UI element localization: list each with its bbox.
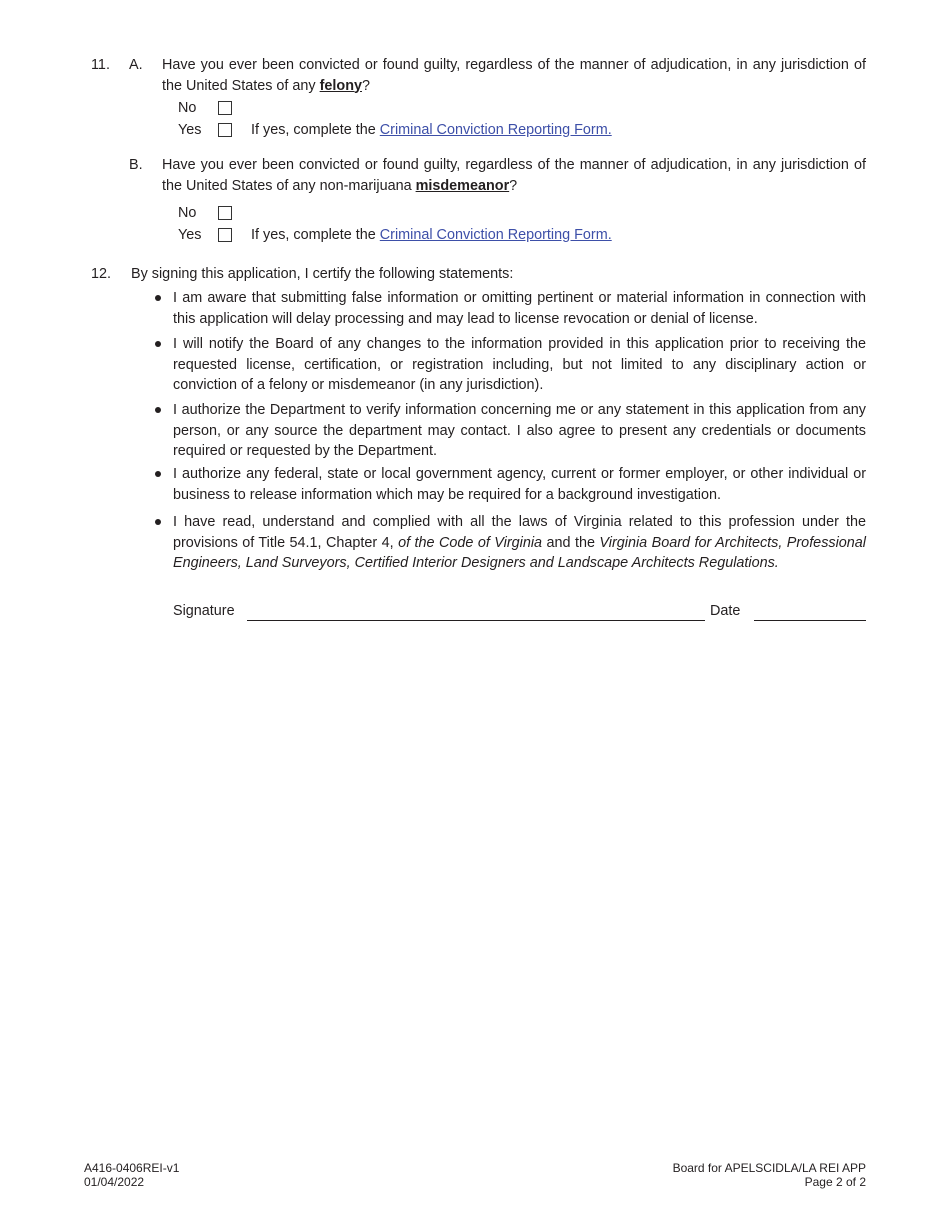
bullet-icon — [155, 471, 161, 477]
certification-item: I am aware that submitting false information or omitting pertinent or material information in connection with this application will delay processing and may lead to license revocation or denial of license. — [173, 288, 866, 329]
criminal-conviction-form-link-b[interactable]: Criminal Conviction Reporting Form. — [379, 227, 612, 243]
yes-label: Yes — [178, 122, 202, 138]
question-11b-no-checkbox[interactable] — [218, 206, 232, 220]
question-11b-if-yes: If yes, complete the Criminal Conviction Reporting Form. — [251, 227, 612, 243]
question-11a-if-yes: If yes, complete the Criminal Conviction Reporting Form. — [251, 122, 612, 138]
signature-line[interactable] — [247, 620, 705, 621]
certification-item: I authorize any federal, state or local government agency, current or former employer, or other individual or business to release information which may be required for a background investigation. — [173, 464, 866, 505]
question-11b-yes-option — [178, 225, 216, 245]
question-12-intro: By signing this application, I certify the following statements: — [131, 266, 514, 282]
bullet-icon — [155, 519, 161, 525]
form-date: 01/04/2022 — [84, 1175, 145, 1189]
date-line[interactable] — [754, 620, 866, 621]
question-11-number: 11. — [91, 57, 110, 73]
question-12-number: 12. — [91, 266, 112, 282]
page-number: Page 2 of 2 — [804, 1175, 866, 1189]
criminal-conviction-form-link-a[interactable]: Criminal Conviction Reporting Form. — [379, 122, 612, 138]
certification-item: I will notify the Board of any changes to the information provided in this application prior to receiving the requested license, certification, or registration including, but not limited to any disciplinary action or conviction of a felony or misdemeanor (in any jurisdiction). — [173, 334, 866, 396]
no-label: No — [178, 100, 197, 116]
misdemeanor-emphasis: misdemeanor — [415, 177, 510, 194]
question-11a-letter: A. — [129, 57, 143, 73]
question-11a-no-checkbox[interactable] — [218, 101, 232, 115]
bullet-icon — [155, 407, 161, 413]
date-label: Date — [710, 603, 741, 619]
certification-item: I authorize the Department to verify information concerning me or any statement in this application from any person, or any source the department may contact. I also agree to present any credentials or documents required or requested by the Department. — [173, 400, 866, 462]
question-11a-yes-option — [178, 120, 216, 140]
question-11a-no-option — [178, 98, 216, 118]
bullet-icon — [155, 295, 161, 301]
question-11b-yes-checkbox[interactable] — [218, 228, 232, 242]
question-11b-letter: B. — [129, 157, 143, 173]
form-code: A416-0406REI-v1 — [84, 1161, 180, 1175]
felony-emphasis: felony — [319, 77, 362, 94]
question-11a-yes-checkbox[interactable] — [218, 123, 232, 137]
question-11b-text: Have you ever been convicted or found guilty, regardless of the manner of adjudication, in any jurisdiction of the United States of any non-marijuana misdemeanor? — [162, 157, 866, 194]
footer-right — [673, 1161, 866, 1189]
certification-item: I have read, understand and complied with all the laws of Virginia related to this profession under the provisions of Title 54.1, Chapter 4, of the Code of Virginia and the Virginia Board for Architects, Professional Engineers, Land Surveyors, Certified Interior Designers and Landscape Architects Regulations. — [173, 512, 866, 574]
footer-left — [84, 1161, 179, 1189]
board-name: Board for APELSCIDLA/LA REI APP — [672, 1161, 866, 1175]
question-11a-text: Have you ever been convicted or found guilty, regardless of the manner of adjudication, in any jurisdiction of the United States of any felony? — [162, 57, 866, 94]
no-label: No — [178, 205, 197, 221]
bullet-icon — [155, 341, 161, 347]
question-11b-no-option — [178, 203, 216, 223]
yes-label: Yes — [178, 227, 202, 243]
signature-label: Signature — [173, 603, 235, 619]
